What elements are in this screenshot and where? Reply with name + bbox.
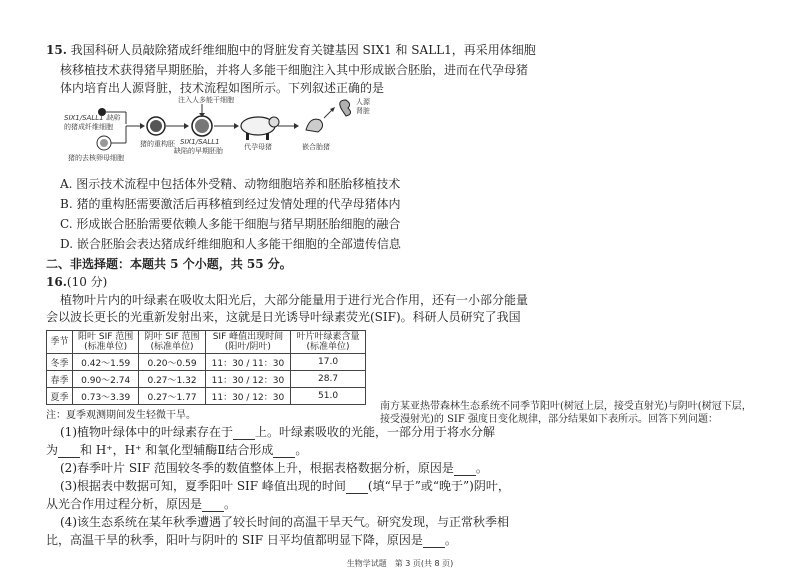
table-cell: 夏季 — [47, 388, 73, 405]
sub4-text-b: 比，高温干旱的秋季，阳叶与阴叶的 SIF 日平均值都明显下降，原因是 — [46, 533, 423, 547]
table-cell: 0.42～1.59 — [73, 354, 139, 371]
answer-blank[interactable] — [454, 464, 476, 476]
chimera-fetus-icon — [306, 119, 323, 132]
q16-sub3-line-2 — [46, 496, 766, 512]
diagram-label-sow: 代孕母猪 — [244, 143, 272, 151]
q16-para-2: 会以波长更长的光重新发射出来，这就是日光诱导叶绿素荧光(SIF)。科研人员研究了我国 — [46, 310, 521, 324]
kidney-icon — [340, 100, 351, 116]
sub1-text-b: 上。叶绿素吸收的光能，一部分用于将水分解 — [255, 425, 496, 439]
q16-number: 16. — [46, 275, 67, 289]
q15-flow-diagram — [60, 96, 380, 170]
diagram-label-kidney-2: 肾脏 — [356, 107, 370, 115]
section-2-heading: 二、非选择题：本题共 5 个小题，共 55 分。 — [46, 257, 292, 271]
answer-blank[interactable] — [233, 428, 255, 440]
table-row — [47, 371, 366, 388]
q16-sub3-line-1 — [60, 478, 780, 494]
th-season: 季节 — [47, 331, 73, 354]
diagram-label-chimera: 嵌合胎猪 — [302, 143, 330, 151]
answer-blank[interactable] — [202, 500, 224, 512]
diagram-label-reconstructed: 猪的重构胚 — [140, 140, 175, 148]
th-peak-time: SIF 峰值出现时间 (阳叶/阴叶) — [205, 331, 290, 354]
diagram-label-egg: 猪的去核卵母细胞 — [68, 154, 124, 162]
table-cell: 28.7 — [291, 371, 366, 388]
diagram-label-inject: 注入人多能干细胞 — [178, 96, 234, 104]
table-cell: 0.27～1.32 — [139, 371, 205, 388]
answer-blank[interactable] — [58, 446, 80, 458]
table-cell: 11：30 / 11：30 — [205, 354, 290, 371]
q16-sub1-line-1 — [60, 424, 780, 440]
q16-para-3-4 — [380, 400, 760, 426]
table-cell: 0.20～0.59 — [139, 354, 205, 371]
table-cell: 0.27～1.77 — [139, 388, 205, 405]
diagram-label-kidney-1: 人源 — [356, 98, 370, 106]
table-cell: 11：30 / 12：30 — [205, 371, 290, 388]
table-row — [47, 354, 366, 371]
q15-line-2: 核移植技术获得猪早期胚胎，并将人多能干细胞注入其中形成嵌合胚胎，进而在代孕母猪 — [60, 63, 529, 77]
q16-score: (10 分) — [66, 275, 108, 289]
sub3-text-c: 从光合作用过程分析，原因是 — [46, 497, 203, 511]
q15-number: 15. — [46, 43, 67, 57]
q16-sub4-line-2 — [46, 532, 766, 548]
table-cell: 春季 — [47, 371, 73, 388]
answer-blank[interactable] — [423, 536, 445, 548]
table-row — [47, 388, 366, 405]
sub3-text-a: (3)根据表中数据可知，夏季阳叶 SIF 峰值出现的时间 — [60, 479, 346, 493]
q16-sub2 — [60, 460, 780, 476]
sub1-text-d: 和 H⁺，H⁺ 和氧化型辅酶Ⅱ结合形成 — [80, 443, 274, 457]
q16-sub4-line-1: (4)该生态系统在某年秋季遭遇了较长时间的高温干旱天气。研究发现，与正常秋季相 — [60, 515, 510, 529]
q16-para-1: 植物叶片内的叶绿素在吸收太阳光后，大部分能量用于进行光合作用，还有一小部分能量 — [60, 293, 529, 307]
sub3-text-d: 。 — [224, 497, 237, 511]
table-cell: 0.90～2.74 — [73, 371, 139, 388]
q15-option-c: C. 形成嵌合胚胎需要依赖人多能干细胞与猪早期胚胎细胞的融合 — [60, 217, 401, 231]
diagram-label-embryo-1: SIX1/SALL1 — [180, 138, 220, 146]
sub2-text-b: 。 — [475, 461, 488, 475]
table-note: 注：夏季观测期间发生轻微干旱。 — [46, 410, 196, 421]
answer-blank[interactable] — [346, 482, 368, 494]
page-footer: 生物学试题 第 3 页(共 8 页) — [346, 559, 454, 568]
sif-data-table — [46, 330, 366, 405]
q15-option-a: A. 图示技术流程中包括体外受精、动物细胞培养和胚胎移植技术 — [60, 177, 401, 191]
table-cell: 冬季 — [47, 354, 73, 371]
q15-text-1: 我国科研人员敲除猪成纤维细胞中的肾脏发育关键基因 SIX1 和 SALL1，再采用体细胞 — [70, 43, 536, 57]
th-shade-leaf: 阴叶 SIF 范围 (标准单位) — [139, 331, 205, 354]
sub2-text-a: (2)春季叶片 SIF 范围较冬季的数值整体上升，根据表格数据分析，原因是 — [60, 461, 454, 475]
sub1-text-c: 为 — [46, 443, 59, 457]
q15-line-1 — [46, 42, 766, 58]
table-cell: 17.0 — [291, 354, 366, 371]
diagram-label-fibroblast-2: 的猪成纤维细胞 — [64, 123, 113, 131]
q16-para-4: 射光)的 SIF 强度日变化规律，部分结果如下表所示。回答下列问题： — [410, 414, 718, 425]
q16-header — [46, 274, 766, 290]
q16-sub1-line-2 — [46, 442, 766, 458]
sub3-text-b: (填“早于”或“晚于”)阴叶， — [367, 479, 510, 493]
table-cell: 0.73～3.39 — [73, 388, 139, 405]
table-cell: 11：30 / 12：30 — [205, 388, 290, 405]
diagram-label-fibroblast-1: SIX1/SALL1 缺陷 — [64, 114, 120, 122]
q16-para-3: 南方某亚热带森林生态系统不同季节阳叶(树冠上层，接受直射光)与阴叶(树冠下层，接受漫 — [380, 401, 752, 425]
diagram-label-embryo-2: 缺陷的早期胚胎 — [174, 147, 223, 155]
sub1-text-e: 。 — [295, 443, 308, 457]
sub4-text-c: 。 — [444, 533, 457, 547]
answer-blank[interactable] — [273, 446, 295, 458]
th-chlorophyll: 叶片叶绿素含量 (标准单位) — [291, 331, 366, 354]
q15-option-d: D. 嵌合胚胎会表达猪成纤维细胞和人多能干细胞的全部遗传信息 — [60, 237, 401, 251]
q15-option-b: B. 猪的重构胚需要激活后再移植到经过发情处理的代孕母猪体内 — [60, 197, 401, 211]
q15-line-3: 体内培育出人源肾脏，技术流程如图所示。下列叙述正确的是 — [60, 81, 385, 95]
table-cell: 51.0 — [291, 388, 366, 405]
table-header-row — [47, 331, 366, 354]
th-sun-leaf: 阳叶 SIF 范围 (标准单位) — [73, 331, 139, 354]
sub1-text-a: (1)植物叶绿体中的叶绿素存在于 — [60, 425, 233, 439]
